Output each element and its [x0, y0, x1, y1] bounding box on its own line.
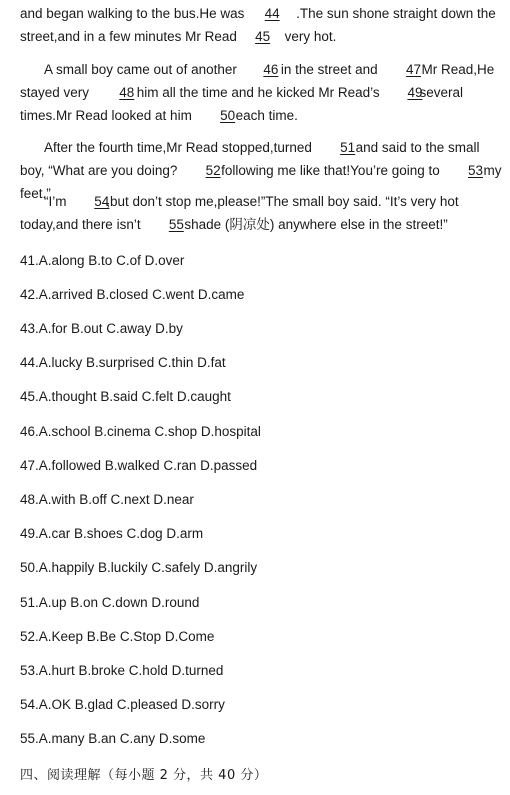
option-line-47: 47.A.followed B.walked C.ran D.passed	[20, 458, 258, 473]
blank-46: 46	[263, 62, 279, 77]
passage-text: following me like that!You’re going to	[221, 163, 440, 178]
option-line-44: 44.A.lucky B.surprised C.thin D.fat	[20, 355, 226, 370]
option-line-50: 50.A.happily B.luckily C.safely D.angrily	[20, 560, 258, 575]
option-line-41: 41.A.along B.to C.of D.over	[20, 253, 185, 268]
passage-text: very hot.	[284, 29, 337, 44]
blank-52: 52	[205, 163, 221, 178]
option-line-42: 42.A.arrived B.closed C.went D.came	[20, 287, 245, 302]
passage-text: A small boy came out of another	[44, 62, 237, 77]
blank-45: 45	[255, 29, 271, 44]
passage-paragraph-4	[20, 190, 502, 236]
blank-53: 53	[468, 163, 484, 178]
passage-paragraph-1	[20, 2, 502, 48]
passage-text: and began walking to the bus.He was	[20, 6, 245, 21]
blank-54: 54	[94, 194, 110, 209]
option-line-49: 49.A.car B.shoes C.dog D.arm	[20, 526, 204, 541]
passage-text: each time.	[235, 108, 298, 123]
passage-text: ,but don’t stop me,please!”The small boy said. “It’s very hot today,and there isn’t	[20, 194, 459, 232]
option-line-43: 43.A.for B.out C.away D.by	[20, 321, 183, 336]
blank-47: 47	[405, 62, 421, 77]
passage-text: him all the time and he kicked Mr Read’s	[136, 85, 380, 100]
passage-text: several times.Mr Read looked at him	[20, 85, 463, 123]
blank-51: 51	[340, 140, 356, 155]
blank-50: 50	[220, 108, 236, 123]
blank-48: 48	[119, 85, 135, 100]
option-line-54: 54.A.OK B.glad C.pleased D.sorry	[20, 697, 225, 712]
option-line-51: 51.A.up B.on C.down D.round	[20, 595, 200, 610]
passage-text: “I’m	[44, 194, 67, 209]
blank-49: 49	[407, 85, 423, 100]
option-line-55: 55.A.many B.an C.any D.some	[20, 731, 206, 746]
blank-55: 55	[168, 217, 184, 232]
passage-text: in the street and	[280, 62, 378, 77]
option-line-48: 48.A.with B.off C.next D.near	[20, 492, 194, 507]
passage-text: After the fourth time,Mr Read stopped,turned	[44, 140, 312, 155]
option-line-53: 53.A.hurt B.broke C.hold D.turned	[20, 663, 224, 678]
passage-text: Mr Read,He stayed very	[20, 62, 495, 100]
option-line-52: 52.A.Keep B.Be C.Stop D.Come	[20, 629, 215, 644]
passage-text: my feet.”	[20, 163, 502, 201]
blank-44: 44	[264, 6, 280, 21]
passage-text: and said to the small boy, “What are you doing?	[20, 140, 480, 178]
passage-text: .The sun shone straight down the street,and in a few minutes Mr Read	[20, 6, 496, 44]
option-line-45: 45.A.thought B.said C.felt D.caught	[20, 389, 231, 404]
option-line-46: 46.A.school B.cinema C.shop D.hospital	[20, 424, 261, 439]
passage-text: shade (阴凉处) anywhere else in the street!”	[184, 217, 448, 232]
passage-paragraph-2	[20, 58, 502, 127]
section-title: 四、阅读理解（每小题 2 分，共 40 分）	[20, 768, 268, 783]
